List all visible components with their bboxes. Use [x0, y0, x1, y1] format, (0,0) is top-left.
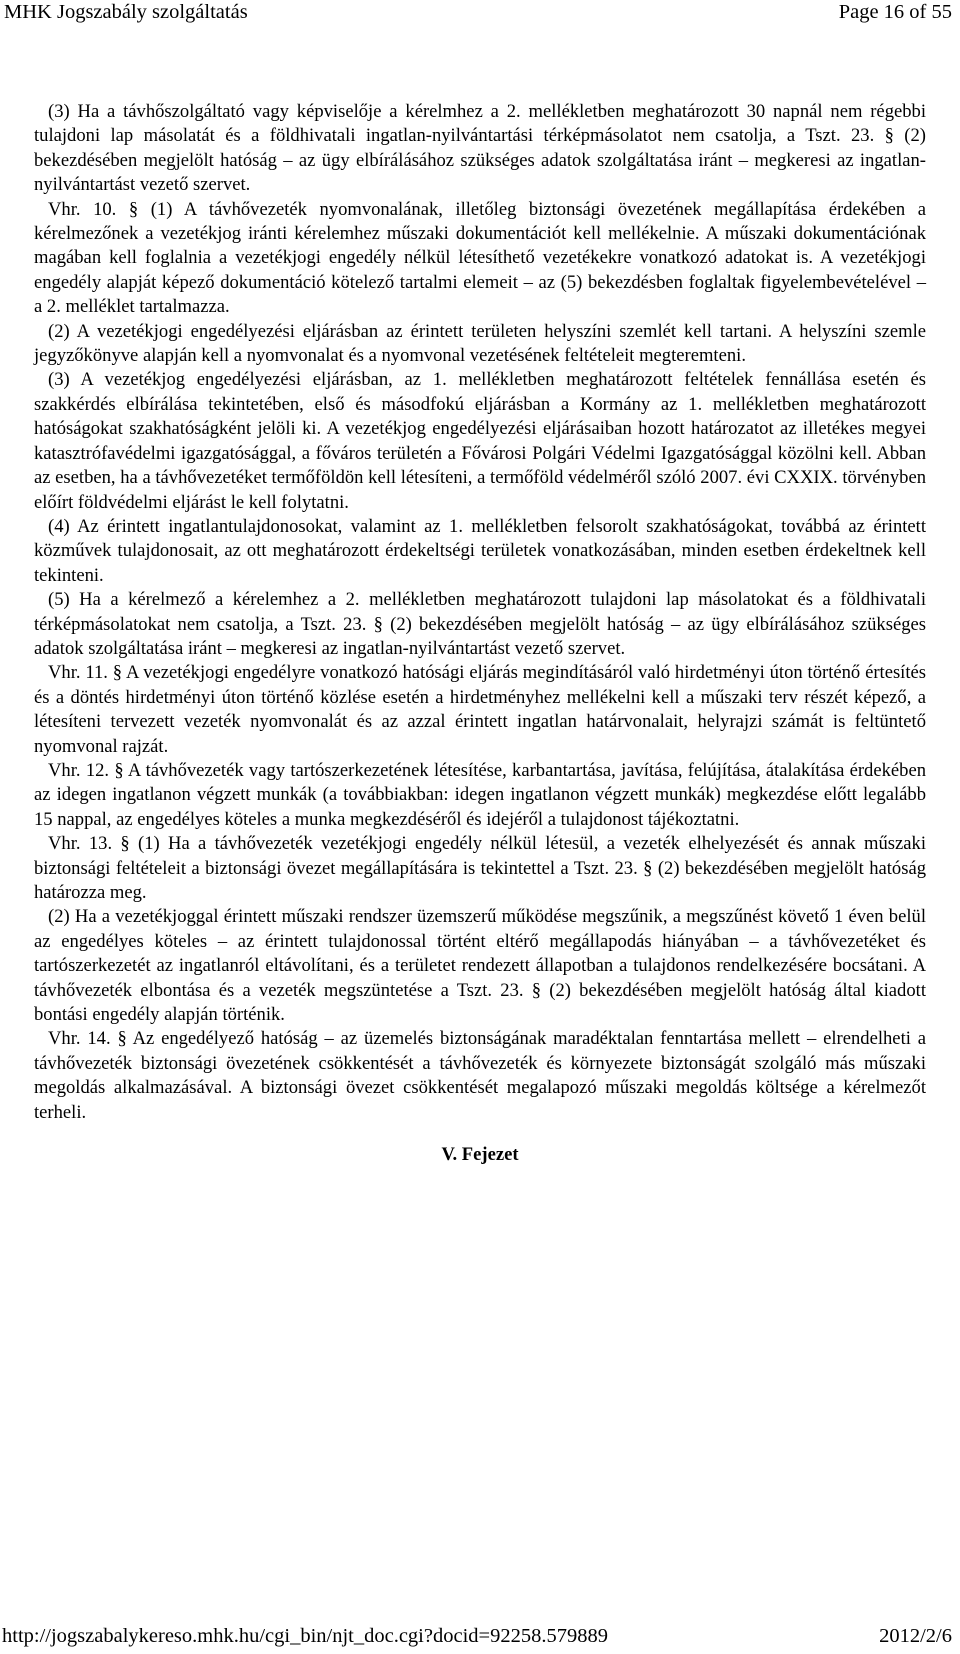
paragraph: Vhr. 14. § Az engedélyező hatóság – az üzemelés biztonságának maradéktalan fenntartása mellett – elrendelheti a távhővezeték biztonsági övezetének csökkentését a távhővezeték és környezete biztonságát szolgáló más műszaki megoldás alkalmazásával. A biztonsági övezet csökkentését megalapozó műszaki megoldás költsége a kérelmezőt terheli. [34, 1028, 926, 1123]
footer-date: 2012/2/6 [879, 1625, 952, 1647]
paragraph: (5) Ha a kérelmező a kérelemhez a 2. mellékletben meghatározott tulajdoni lap másolatokat és a földhivatali térképmásolatokat nem csatolja, a Tszt. 23. § (2) bekezdésében megjelölt hatóság – az ügy elbírálásához szükséges adatok szolgáltatása iránt – megkeresi az ingatlan-nyilvántartást vezető szervet. [34, 589, 926, 659]
paragraph: Vhr. 11. § A vezetékjogi engedélyre vonatkozó hatósági eljárás megindításáról való hirdetményi úton történő értesítés és a döntés hirdetményi úton történő közlése esetén a hirdetményhez mellékelni kell a műszaki terv részét képező, a létesíteni tervezett vezeték nyomvonalát és az azzal érintett ingatlan határvonalait, helyrajzi számát is feltüntető nyomvonal rajzát. [34, 662, 926, 757]
page-footer [0, 1624, 960, 1648]
paragraph: (2) A vezetékjogi engedélyezési eljárásban az érintett területen helyszíni szemlét kell tartani. A helyszíni szemle jegyzőkönyve alapján kell a nyomvonalat és a nyomvonal vezetésének feltételeit megteremteni. [34, 320, 926, 367]
paragraph: Vhr. 13. § (1) Ha a távhővezeték vezetékjogi engedély nélkül létesül, a vezeték elhelyezését és annak műszaki biztonsági feltételeit a biztonsági övezet megállapítására is tekintettel a Tszt. 23. § (2) bekezdésében megjelölt hatóság határozza meg. [34, 833, 926, 903]
header-page-indicator: Page 16 of 55 [838, 1, 952, 23]
paragraph: (3) Ha a távhőszolgáltató vagy képviselője a kérelmhez a 2. mellékletben meghatározott 30 napnál nem régebbi tulajdoni lap másolatát és a földhivatali ingatlan-nyilvántartási térképmásolatot nem csatolja, a Tszt. 23. § (2) bekezdésében megjelölt hatóság – az ügy elbírálásához szükséges adatok szolgáltatása iránt – megkeresi az ingatlan-nyilvántartást vezető szervet. [34, 101, 926, 196]
paragraph: Vhr. 12. § A távhővezeték vagy tartószerkezetének létesítése, karbantartása, javítása, felújítása, átalakítása érdekében az idegen ingatlanon végzett munkák (a továbbiakban: idegen ingatlanon végzett munkák) megkezdése előtt legalább 15 nappal, az engedélyes köteles a munka megkezdéséről és idejéről a tulajdonost tájékoztatni. [34, 759, 926, 830]
header-site-title: MHK Jogszabály szolgáltatás [4, 1, 248, 23]
paragraph: (3) A vezetékjog engedélyezési eljárásban, az 1. mellékletben meghatározott feltételek fennállása esetén és szakkérdés elbírálása tekintetében, első és másodfokú eljárásban a Kormány az 1. mellékletben meghatározott hatóságokat szakhatóságként jelöli ki. A vezetékjog engedélyezési eljárásaiban hozott határozatot az illetékes megyei katasztrófavédelmi igazgatósággal, a főváros területén a Fővárosi Polgári Védelmi Igazgatósággal közölni kell. Abban az esetben, ha a távhővezetéket termőföldön kell létesíteni, a termőföld védelméről szóló 2007. évi CXXIX. törvényben előírt földvédelmi eljárást le kell folytatni. [34, 369, 926, 513]
paragraph: Vhr. 10. § (1) A távhővezeték nyomvonalának, illetőleg biztonsági övezetének megállapítása érdekében a kérelmezőnek a vezetékjog iránti kérelemhez műszaki dokumentációt kell mellékelnie. A műszaki dokumentációnak magában kell foglalnia a vezetékjogi engedély nélkül létesíthető vezetékekre vonatkozó adatokat is. A vezetékjogi engedély alapját képező dokumentáció kötelező tartalmi elemeit – az (5) bekezdésben foglaltak figyelembevételével – a 2. melléklet tartalmazza. [34, 198, 926, 318]
paragraph: (4) Az érintett ingatlantulajdonosokat, valamint az 1. mellékletben felsorolt szakhatóságokat, továbbá az érintett közművek tulajdonosait, az ott meghatározott érdekeltségi területek vonatkozásában, minden esetben érdekeltnek kell tekinteni. [34, 515, 926, 586]
page-header [0, 0, 960, 24]
paragraph: (2) Ha a vezetékjoggal érintett műszaki rendszer üzemszerű működése megszűnik, a megszűnést követő 1 éven belül az engedélyes köteles – az érintett tulajdonossal történt eltérő megállapodás hiányában – a távhővezetéket és tartószerkezetét az ingatlanról eltávolítani, és a területet rendezett állapotban a tulajdonos rendelkezésére bocsátani. A távhővezeték elbontása és a vezeték megszüntetése a Tszt. 23. § (2) bekezdésében megjelölt hatóság által kiadott bontási engedély alapján történik. [34, 906, 926, 1026]
document-body [34, 100, 926, 1167]
chapter-heading: V. Fejezet [441, 1144, 519, 1166]
footer-url-link[interactable]: http://jogszabalykereso.mhk.hu/cgi_bin/njt_doc.cgi?docid=92258.579889 [2, 1625, 608, 1647]
